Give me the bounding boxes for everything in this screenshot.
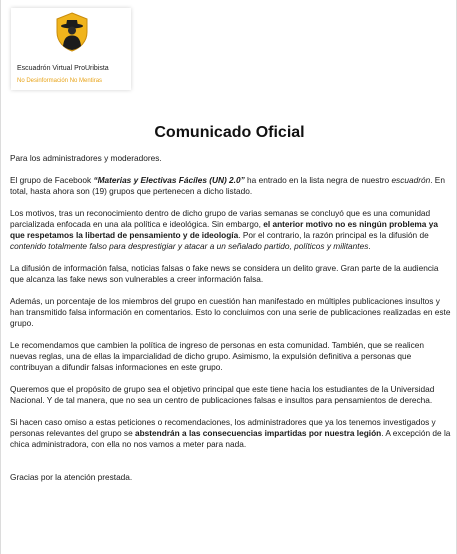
logo — [11, 8, 131, 90]
text: . — [368, 241, 371, 251]
paragraph-5: Le recomendamos que cambien la política de ingreso de personas en esta comunidad. También, que se realicen nuevas reglas, una de ellas la imparcialidad de dicho grupo. Asimismo, la expulsión definitiva a personas que contribuyan a difundir falsas informaciones en este grupo. — [10, 340, 425, 372]
text: El grupo de Facebook — [10, 175, 94, 185]
text: . En total, hasta ahora son (19) grupos que pertenecen a dicho listado. — [10, 175, 445, 196]
paragraph-2 — [10, 208, 453, 252]
paragraph-4: Además, un porcentaje de los miembros del grupo en cuestión han manifestado en múltiples publicaciones insultos y han transmitido falsa información en comentarios. Esto lo concluimos con una serie de publicaciones realizadas en este grupo. — [10, 296, 451, 328]
group-name: “Materias y Electivas Fácíles (UN) 2.0” — [93, 175, 245, 185]
paragraph-1 — [10, 175, 453, 197]
greeting: Para los administradores y moderadores. — [10, 153, 162, 163]
paragraph-6: Queremos que el propósito de grupo sea el objetivo principal que este tiene hacia los estudiantes de la Universidad Nacional. Y de tal manera, que no sea un centro de publicaciones falsas e insultos para pensamientos de derecha. — [10, 384, 435, 405]
logo-name: Escuadrón Virtual ProUribista — [17, 65, 109, 72]
bold-text: el anterior motivo no es ningún problema ya que respetamos la libertad de pensamiento y de ideología — [10, 219, 438, 240]
figure-head — [68, 27, 76, 35]
text: Los motivos, tras un reconocimiento dentro de dicho grupo de varias semanas se concluyó que es una comunidad parcializada enfocada en una ala política e ideológica. Sin embargo, — [10, 208, 431, 229]
shield-emblem-icon — [55, 12, 89, 52]
closing: Gracias por la atención prestada. — [10, 472, 133, 482]
text: Si hacen caso omiso a estas peticiones o recomendaciones, los administradores que ya los tenemos investigados y personas relevantes del grupo se — [10, 417, 436, 438]
logo-tagline: No Desinformación No Mentiras — [17, 78, 103, 84]
document-body — [10, 153, 453, 483]
italic-text: contenido totalmente falso para desprestigiar y atacar a un señalado partido, políticos y militantes — [10, 241, 369, 251]
squad-word: escuadrón — [391, 175, 431, 185]
page-title: Comunicado Oficial — [154, 124, 305, 141]
hat-crown — [66, 20, 78, 26]
paragraph-3: La difusión de información falsa, noticias falsas o fake news se considera un delito grave. Gran parte de la audiencia que alcanza las fake news son vulnerables a creer información falsa. — [10, 263, 439, 284]
text: ha entrado en la lista negra de nuestro — [244, 175, 392, 185]
text: . A excepción de la chica administradora, con ella no nos vamos a meter para nada. — [10, 428, 451, 449]
text: . Por el contrario, la razón principal es la difusión de — [238, 230, 429, 240]
paragraph-7 — [10, 417, 453, 450]
bold-text: abstendrán a las consecuencias impartidas por nuestra legión — [135, 428, 382, 438]
